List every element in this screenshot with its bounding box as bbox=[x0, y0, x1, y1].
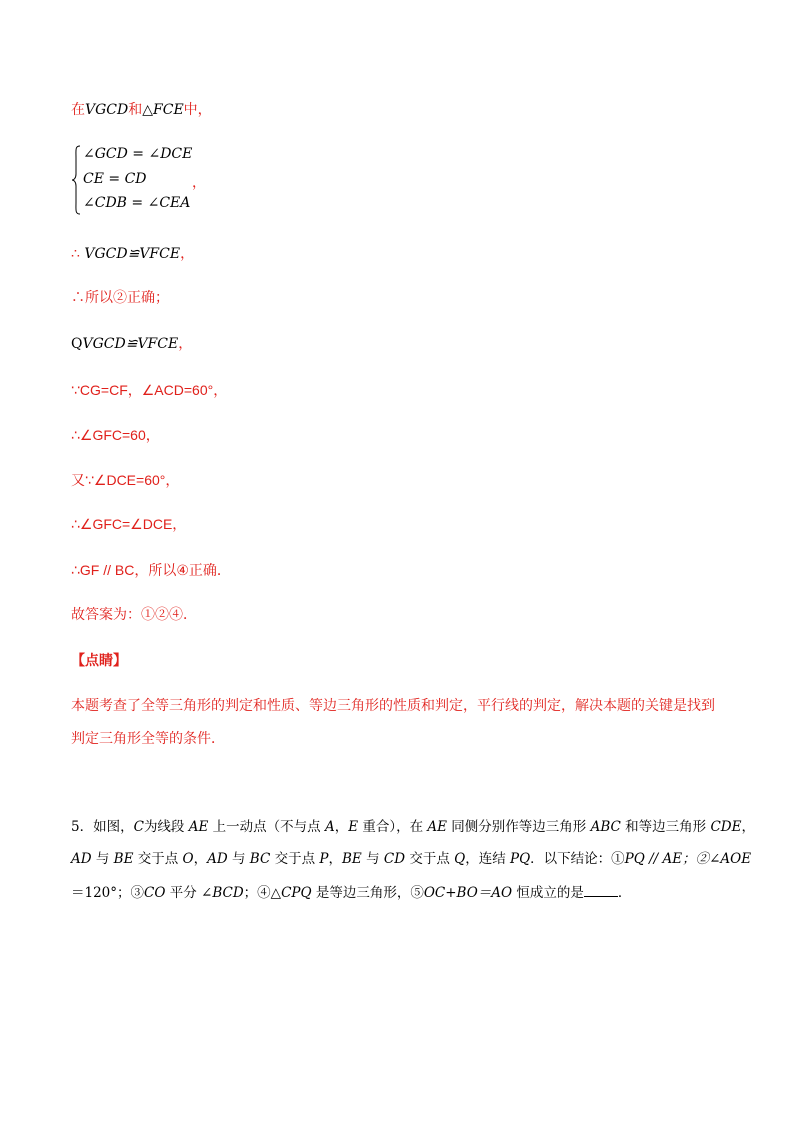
text-zhong: 中， bbox=[183, 102, 212, 118]
q5-text: 与 bbox=[91, 851, 114, 867]
equation-2: CE = CD bbox=[83, 171, 147, 187]
q5-text: ；④△ bbox=[243, 885, 282, 901]
text-he: 和 bbox=[128, 102, 143, 118]
q5-text-e: 上一动点（不与点 bbox=[208, 819, 325, 835]
q5-text: 交于点 bbox=[133, 851, 183, 867]
q5-var: AE bbox=[188, 819, 209, 835]
comment-line-1: 本题考查了全等三角形的判定和性质、等边三角形的性质和判定，平行线的判定，解决本题的关键是找到 bbox=[71, 698, 715, 714]
line-gfc-dce: ∴∠GFC=∠DCE， bbox=[71, 516, 187, 532]
system-comma: ， bbox=[192, 175, 206, 191]
q5-text: ，连结 bbox=[465, 851, 510, 867]
question-5-line-1 bbox=[71, 817, 755, 837]
q5-var: AD bbox=[71, 851, 92, 867]
congruence-statement-2: VGCD≌VFCE bbox=[82, 336, 179, 352]
q5-text: ， bbox=[328, 851, 342, 867]
line-in-triangles bbox=[71, 100, 212, 120]
q5-text: ＝120°；③ bbox=[71, 885, 145, 901]
q5-var: CDE bbox=[710, 819, 742, 835]
q5-var: BE bbox=[113, 851, 134, 867]
q5-text: ．以下结论：① bbox=[530, 851, 625, 867]
question-5-line-3 bbox=[71, 882, 631, 903]
equation-3: ∠CDB = ∠CEA bbox=[83, 195, 191, 211]
q5-text: 恒成立的是 bbox=[512, 885, 584, 901]
q5-text: 交于点 bbox=[405, 851, 455, 867]
q5-text-m: 和等边三角形 bbox=[620, 819, 711, 835]
congruence-statement: VGCD≌VFCE bbox=[84, 246, 181, 262]
q5-var: P bbox=[319, 851, 329, 867]
q5-text-g: ， bbox=[334, 819, 349, 835]
equation-system bbox=[71, 144, 211, 216]
q5-var: PQ // AE；②∠AOE bbox=[624, 851, 752, 867]
q5-text: 与 bbox=[361, 851, 384, 867]
q5-var: AD bbox=[207, 851, 228, 867]
q5-var: Q bbox=[454, 851, 466, 867]
q5-var: ∠BCD bbox=[201, 885, 244, 901]
triangle-fce: FCE bbox=[153, 102, 184, 118]
triangle-symbol: △ bbox=[142, 102, 154, 118]
left-brace-icon bbox=[71, 144, 81, 216]
line-dce-60: 又∵∠DCE=60°， bbox=[71, 472, 180, 488]
q5-var: CO bbox=[144, 885, 166, 901]
text-zai: 在 bbox=[71, 102, 85, 118]
comment-line-2: 判定三角形全等的条件． bbox=[71, 731, 225, 747]
q5-text: ． bbox=[617, 885, 632, 901]
section-heading-dianjing: 【点睛】 bbox=[71, 653, 127, 669]
comma: ， bbox=[180, 246, 195, 262]
q5-var: OC+BO＝AO bbox=[423, 885, 513, 901]
q5-var: A bbox=[324, 819, 335, 835]
q5-var: O bbox=[182, 851, 194, 867]
q5-text-i: 重合），在 bbox=[358, 819, 428, 835]
q5-text: 交于点 bbox=[270, 851, 320, 867]
question-5-line-2 bbox=[71, 849, 751, 869]
triangle-gcd: VGCD bbox=[85, 102, 129, 118]
comma: ， bbox=[178, 336, 193, 352]
q5-text: 与 bbox=[227, 851, 250, 867]
q5-var: BE bbox=[342, 851, 362, 867]
line-answer: 故答案为：①②④． bbox=[71, 607, 197, 623]
q5-text-k: 同侧分别作等边三角形 bbox=[447, 819, 591, 835]
because-q: Q bbox=[71, 336, 83, 352]
equation-1: ∠GCD = ∠DCE bbox=[83, 146, 193, 162]
line-conclusion-2: ∴所以②正确； bbox=[71, 290, 169, 306]
q5-text: 平分 bbox=[165, 885, 202, 901]
q5-text-c: 为线段 bbox=[143, 819, 189, 835]
q5-var: AE bbox=[427, 819, 447, 835]
therefore-symbol: ∴ bbox=[71, 246, 85, 262]
q5-text: 是等边三角形，⑤ bbox=[311, 885, 424, 901]
q5-text-o: ， bbox=[741, 819, 755, 835]
q5-var: BC bbox=[249, 851, 271, 867]
q5-var: ABC bbox=[590, 819, 621, 835]
line-gf-parallel-bc: ∴GF // BC，所以④正确． bbox=[71, 562, 231, 578]
q5-var: CPQ bbox=[281, 885, 312, 901]
q5-var: E bbox=[348, 819, 359, 835]
q5-text: ， bbox=[193, 851, 208, 867]
q5-text-a: 5．如图， bbox=[71, 819, 134, 835]
line-cg-cf: ∵CG=CF，∠ACD=60°， bbox=[71, 382, 228, 398]
answer-blank[interactable] bbox=[584, 882, 618, 897]
q5-var: PQ bbox=[510, 851, 531, 867]
q5-var: CD bbox=[383, 851, 406, 867]
line-congruent-2 bbox=[71, 334, 192, 354]
line-congruent-1 bbox=[71, 244, 194, 264]
line-gfc-60: ∴∠GFC=60， bbox=[71, 427, 160, 443]
q5-var: C bbox=[133, 819, 144, 835]
